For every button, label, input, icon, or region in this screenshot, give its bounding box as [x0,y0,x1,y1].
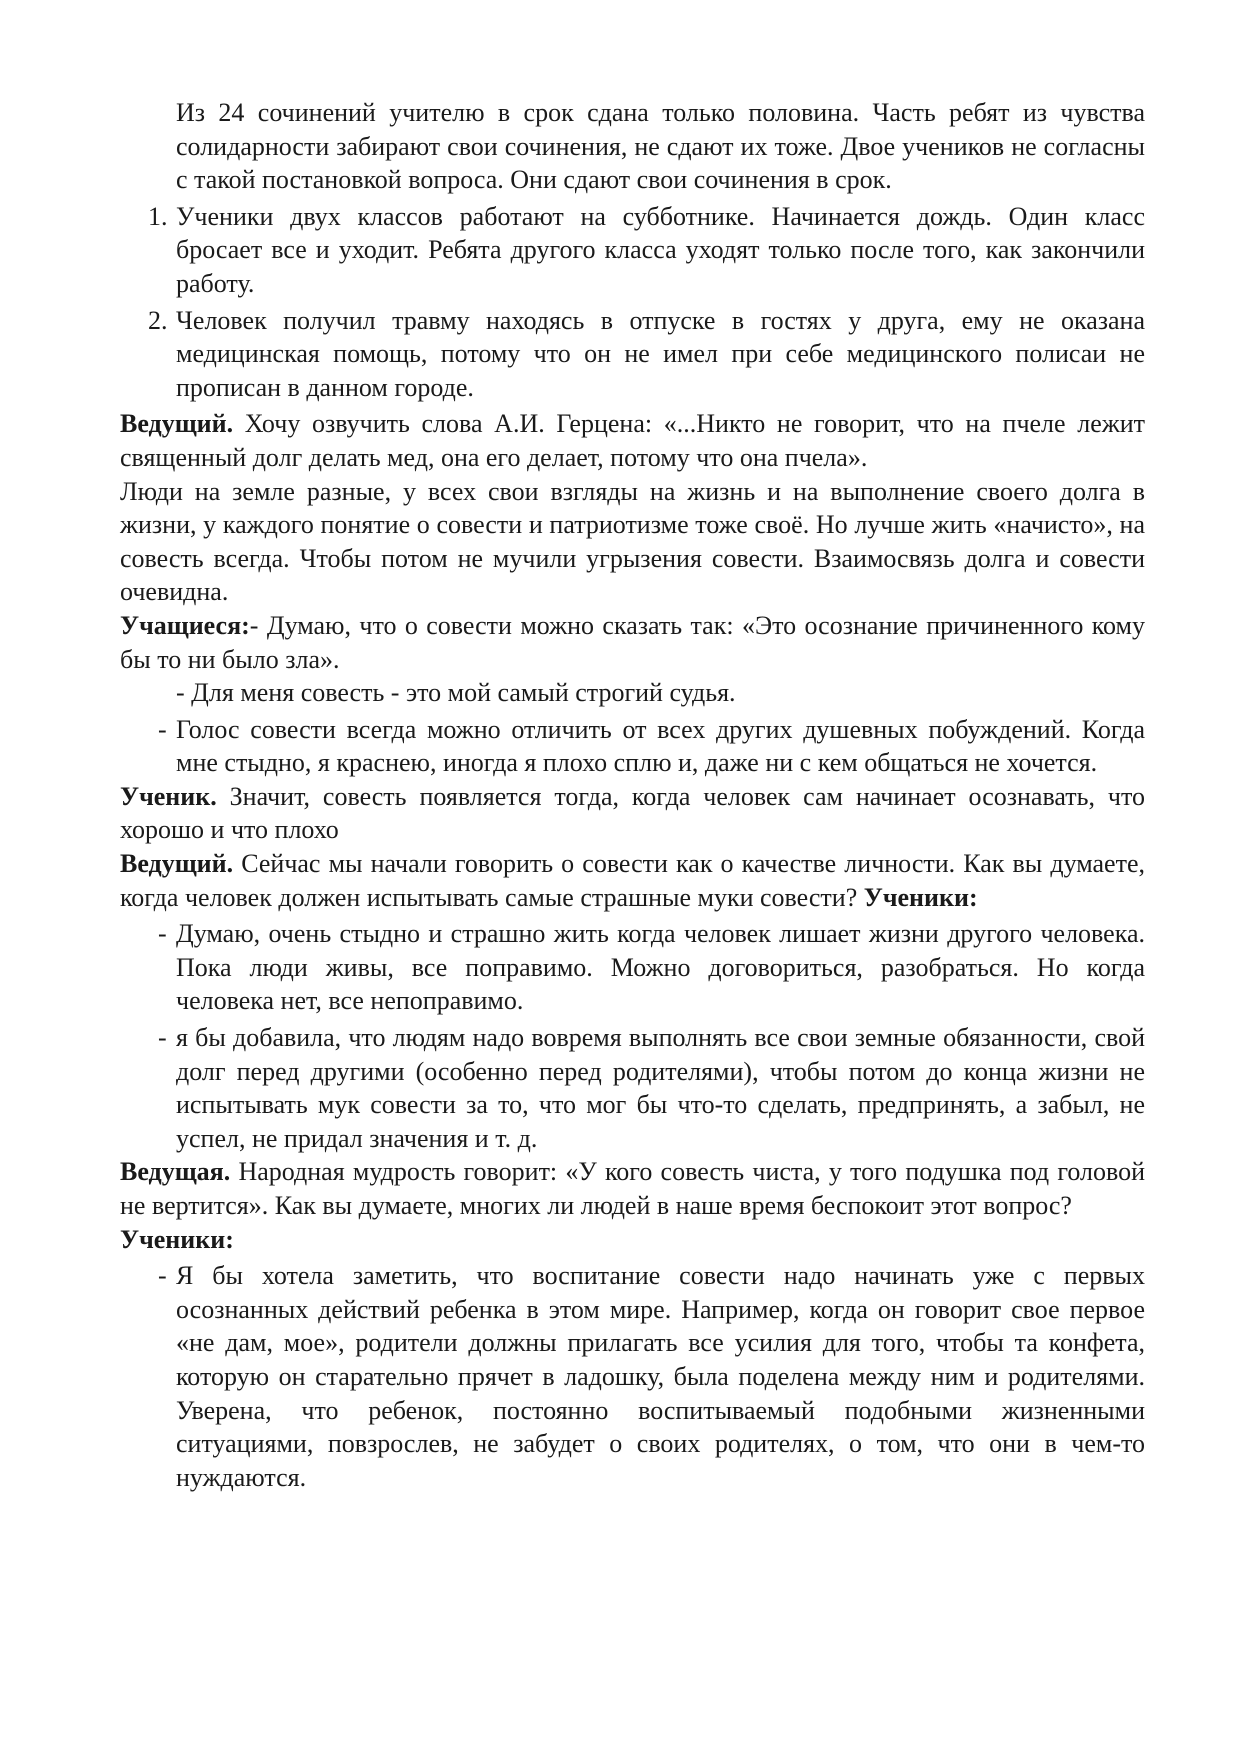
paragraph-text: Сейчас мы начали говорить о совести как о качестве личности. Как вы думаете, когда человек должен испытывать самые страшные муки совести? [120,849,1145,912]
paragraph-student [120,780,1145,847]
speaker-label: Ведущий. [120,849,234,879]
numbered-list [120,200,1145,405]
speaker-label: Ведущая. [120,1157,231,1187]
list-item-text: Человек получил травму находясь в отпуске в гостях у друга, ему не оказана медицинская помощь, потому что он не имел при себе медицинского полисаи не прописан в данном городе. [176,305,1145,402]
paragraph-students-label [120,1223,1145,1257]
dash-list [120,917,1145,1155]
dash-line: - Для меня совесть - это мой самый строгий судья. [176,678,736,708]
document-page [120,96,1145,1494]
list-item-text: Голос совести всегда можно отличить от всех других душевных побуждений. Когда мне стыдно, я краснею, иногда я плохо сплю и, даже ни с кем общаться не хочется. [176,714,1145,778]
speaker-label: Учащиеся: [120,610,250,640]
paragraph-host-question [120,847,1145,914]
dash-marker: - [158,714,167,744]
list-item [120,1021,1145,1155]
speaker-label: Ученик. [120,781,217,811]
list-number: 1. [148,201,168,231]
list-item [120,304,1145,405]
list-item-text: Я бы хотела заметить, что воспитание совести надо начинать уже с первых осознанных действий ребенка в этом мире. Например, когда он говорит свое первое «не дам, мое», родители должны прилагать все усилия для того, чтобы та конфета, которую он старательно прячет в ладошку, была поделена между ним и родителями. Уверена, что ребенок, постоянно воспитываемый подобными жизненными ситуациями, повзрослев, не забудет о своих родителях, о том, что они в чем-то нуждаются. [176,1261,1145,1492]
list-item [120,713,1145,780]
dash-list [120,713,1145,780]
paragraph-text: Значит, совесть появляется тогда, когда человек сам начинает осознавать, что хорошо и что плохо [120,781,1145,845]
paragraph-hostess [120,1155,1145,1222]
dash-marker: - [158,919,167,949]
paragraph-host-herzen [120,407,1145,474]
list-number: 2. [148,305,168,335]
paragraph-text: Хочу озвучить слова А.И. Герцена: «...Никто не говорит, что на пчеле лежит священный долг делать мед, она его делает, потому что она пчела». [120,409,1145,472]
speaker-label: Ученики: [120,1224,234,1254]
list-item [120,200,1145,301]
dash-list [120,1259,1145,1494]
speaker-label: Ведущий. [120,409,234,439]
list-item-text: Думаю, очень стыдно и страшно жить когда человек лишает жизни другого человека. Пока люди живы, все поправимо. Можно договориться, разобраться. Но когда человека нет, все непоправимо. [176,919,1145,1016]
paragraph-text: Народная мудрость говорит: «У кого совесть чиста, у того подушка под головой не вертится». Как вы думаете, многих ли людей в наше время беспокоит этот вопрос? [120,1157,1145,1220]
paragraph-text: - Думаю, что о совести можно сказать так: «Это осознание причиненного кому бы то ни было зла». [120,610,1145,674]
list-item-text: я бы добавила, что людям надо вовремя выполнять все свои земные обязанности, свой долг перед другими (особенно перед родителями), чтобы потом до конца жизни не испытывать мук совести за то, что мог бы что-то сделать, предпринять, а забыл, не успел, не придал значения и т. д. [176,1023,1145,1153]
speaker-label: Ученики: [863,882,978,912]
paragraph-people: Люди на земле разные, у всех свои взгляды на жизнь и на выполнение своего долга в жизни, у каждого понятие о совести и патриотизме тоже своё. Но лучше жить «начисто», на совесть всегда. Чтобы потом не мучили угрызения совести. Взаимосвязь долга и совести очевидна. [120,476,1145,607]
list-item [120,1259,1145,1494]
dash-marker: - [158,1023,167,1053]
paragraph-intro: Из 24 сочинений учителю в срок сдана только половина. Часть ребят из чувства солидарности забирают свои сочинения, не сдают их тоже. Двое учеников не согласны с такой постановкой вопроса. Они сдают свои сочинения в срок. [176,98,1145,195]
paragraph-students [120,609,1145,676]
list-item-text: Ученики двух классов работают на субботнике. Начинается дождь. Один класс бросает все и уходит. Ребята другого класса уходят только после того, как закончили работу. [176,201,1145,298]
list-item [120,917,1145,1018]
dash-marker: - [158,1261,167,1291]
